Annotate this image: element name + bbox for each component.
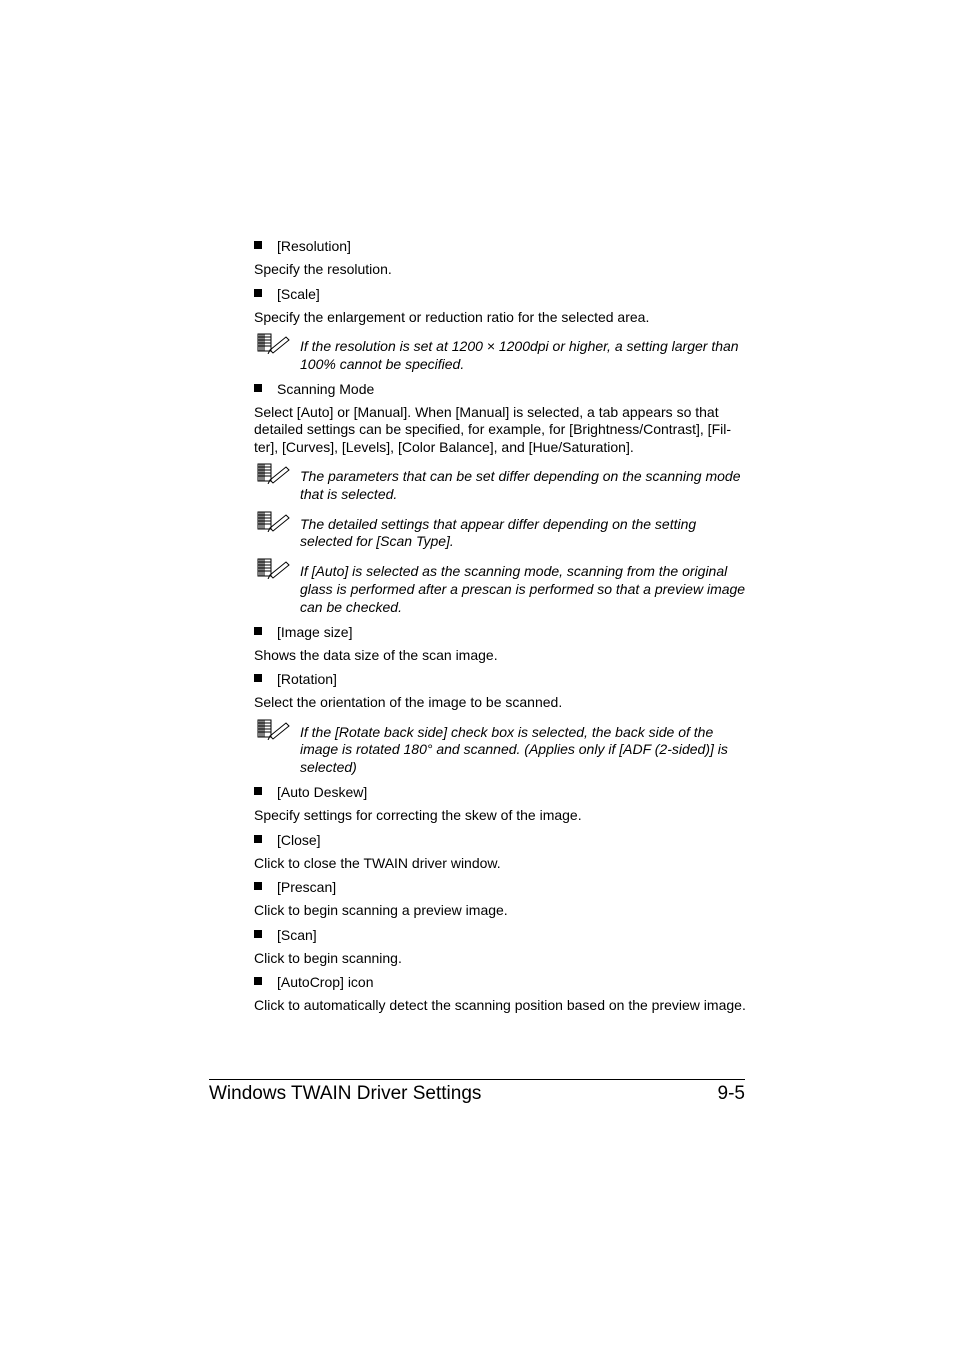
- bullet-item: [254, 926, 748, 944]
- square-bullet-icon: [254, 930, 262, 938]
- bullet-item: [254, 973, 748, 991]
- note: [254, 332, 748, 374]
- paragraph: Click to close the TWAIN driver window.: [254, 854, 501, 871]
- bullet-text: [Image size]: [277, 623, 353, 640]
- paragraph: Select [Auto] or [Manual]. When [Manual] is selected, a tab appears so that detailed settings can be specified, for example, for [Brightness/Contrast], [Fil-ter], [Curves], [Levels], [Color Balance], and [Hue/Saturation].: [254, 403, 732, 455]
- note-text: If the resolution is set at 1200 × 1200dpi or higher, a setting larger than 100% cannot be specified.: [300, 338, 739, 372]
- bullet-text: [Resolution]: [277, 238, 351, 254]
- bullet-text: [Scale]: [277, 285, 320, 302]
- paragraph: Specify the enlargement or reduction ratio for the selected area.: [254, 308, 650, 325]
- square-bullet-icon: [254, 241, 262, 249]
- page-content: [254, 237, 748, 1021]
- square-bullet-icon: [254, 627, 262, 635]
- square-bullet-icon: [254, 384, 262, 392]
- bullet-item: [254, 285, 748, 303]
- bullet-text: [Prescan]: [277, 879, 337, 896]
- note-pencil-icon: [256, 462, 290, 484]
- note-pencil-icon: [256, 510, 290, 532]
- paragraph: Specify settings for correcting the skew of the image.: [254, 807, 582, 824]
- note-pencil-icon: [256, 718, 290, 740]
- square-bullet-icon: [254, 977, 262, 985]
- footer-title: Windows TWAIN Driver Settings: [209, 1083, 482, 1104]
- paragraph: Click to begin scanning.: [254, 949, 402, 966]
- note-pencil-icon: [256, 332, 290, 354]
- bullet-text: [Rotation]: [277, 671, 337, 688]
- bullet-text: [Scan]: [277, 926, 317, 943]
- note: [254, 718, 748, 777]
- note-text: The detailed settings that appear differ depending on the setting selected for [Scan Type].: [300, 515, 697, 550]
- square-bullet-icon: [254, 835, 262, 843]
- paragraph: Click to automatically detect the scanning position based on the preview image.: [254, 997, 746, 1014]
- note-text: The parameters that can be set differ depending on the scanning mode that is selected.: [300, 468, 741, 502]
- paragraph: Click to begin scanning a preview image.: [254, 902, 508, 919]
- square-bullet-icon: [254, 674, 262, 682]
- bullet-item: [254, 878, 748, 896]
- paragraph: Shows the data size of the scan image.: [254, 646, 498, 663]
- bullet-text: Scanning Mode: [277, 380, 375, 397]
- bullet-text: [Auto Deskew]: [277, 784, 368, 801]
- note-text: If [Auto] is selected as the scanning mode, scanning from the original glass is performed after a prescan is performed so that a preview image can be checked.: [300, 563, 746, 615]
- bullet-item: [254, 380, 748, 398]
- bullet-item: [254, 831, 748, 849]
- bullet-item: [254, 783, 748, 801]
- note: [254, 557, 748, 616]
- square-bullet-icon: [254, 787, 262, 795]
- note: [254, 462, 748, 504]
- paragraph: Specify the resolution.: [254, 261, 392, 277]
- bullet-item: [254, 670, 748, 688]
- square-bullet-icon: [254, 882, 262, 890]
- note-text: If the [Rotate back side] check box is selected, the back side of the image is rotated 180° and scanned. (Applies only if [ADF (2-sided)] is selected): [300, 723, 728, 776]
- note: [254, 510, 748, 552]
- footer-divider: [209, 1079, 745, 1080]
- bullet-item: [254, 237, 748, 255]
- bullet-item: [254, 623, 748, 641]
- paragraph: Select the orientation of the image to be scanned.: [254, 694, 563, 711]
- bullet-text: [AutoCrop] icon: [277, 974, 374, 991]
- page-number: 9-5: [717, 1083, 745, 1104]
- note-pencil-icon: [256, 557, 290, 579]
- bullet-text: [Close]: [277, 831, 321, 848]
- square-bullet-icon: [254, 289, 262, 297]
